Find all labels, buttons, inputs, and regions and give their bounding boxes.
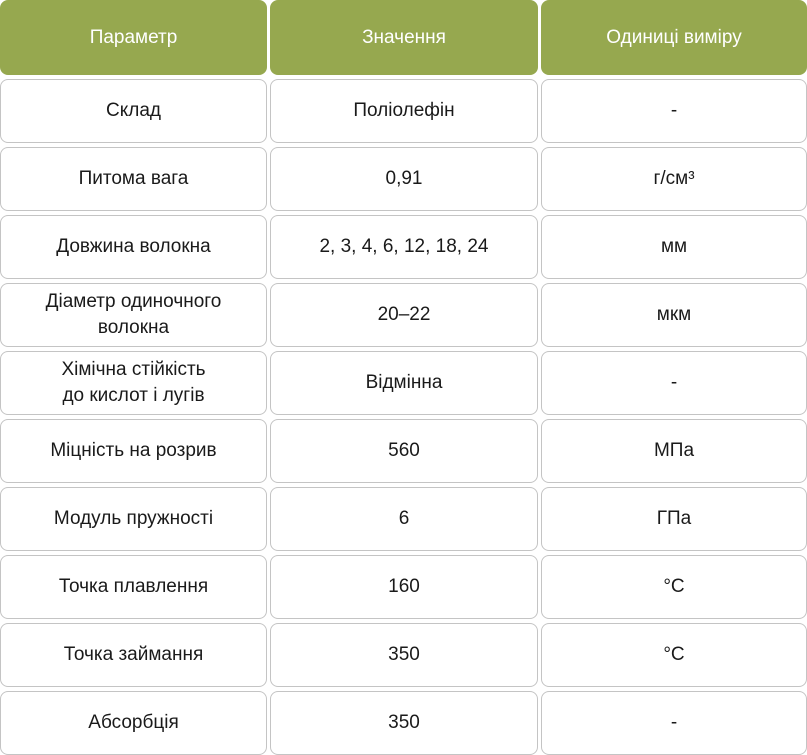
cell-value-text: 2, 3, 4, 6, 12, 18, 24 bbox=[319, 236, 489, 257]
table-row bbox=[0, 623, 807, 687]
cell-unit bbox=[541, 147, 807, 211]
cell-value bbox=[270, 351, 538, 415]
cell-parameter-text: Хімічна стійкість до кислот і лугів bbox=[61, 359, 206, 406]
cell-parameter bbox=[0, 351, 267, 415]
cell-value-text: 350 bbox=[388, 712, 420, 733]
cell-parameter-text: Питома вага bbox=[78, 168, 189, 189]
cell-value bbox=[270, 623, 538, 687]
cell-unit-text: - bbox=[670, 100, 678, 121]
table-row bbox=[0, 215, 807, 279]
cell-unit bbox=[541, 79, 807, 143]
cell-value-text: 160 bbox=[388, 576, 420, 597]
cell-unit bbox=[541, 283, 807, 347]
table-row bbox=[0, 351, 807, 415]
cell-unit-text: °C bbox=[663, 644, 685, 665]
table-row bbox=[0, 79, 807, 143]
cell-parameter bbox=[0, 147, 267, 211]
cell-unit bbox=[541, 691, 807, 755]
cell-parameter-text: Абсорбція bbox=[88, 712, 179, 733]
cell-unit-text: г/см³ bbox=[653, 168, 695, 189]
cell-unit bbox=[541, 555, 807, 619]
cell-unit-text: °C bbox=[663, 576, 685, 597]
cell-parameter bbox=[0, 691, 267, 755]
cell-parameter-text: Міцність на розрив bbox=[50, 440, 217, 461]
header-cell-parameter: Параметр bbox=[0, 0, 267, 75]
cell-unit-text: - bbox=[670, 712, 678, 733]
cell-unit bbox=[541, 215, 807, 279]
cell-unit-text: - bbox=[670, 372, 678, 393]
cell-parameter bbox=[0, 283, 267, 347]
cell-parameter-text: Точка плавлення bbox=[58, 576, 209, 597]
header-cell-unit: Одиниці виміру bbox=[541, 0, 807, 75]
cell-parameter bbox=[0, 215, 267, 279]
cell-unit-text: ГПа bbox=[656, 508, 692, 529]
table-row bbox=[0, 691, 807, 755]
cell-unit-text: МПа bbox=[653, 440, 695, 461]
cell-unit bbox=[541, 419, 807, 483]
cell-parameter-text: Модуль пружності bbox=[53, 508, 214, 529]
cell-value bbox=[270, 419, 538, 483]
cell-value bbox=[270, 79, 538, 143]
table-row bbox=[0, 147, 807, 211]
header-cell-value: Значення bbox=[270, 0, 538, 75]
cell-value-text: 0,91 bbox=[385, 168, 423, 189]
cell-unit-text: мкм bbox=[656, 304, 692, 325]
cell-value bbox=[270, 555, 538, 619]
table-row bbox=[0, 487, 807, 551]
cell-parameter bbox=[0, 555, 267, 619]
cell-value-text: 560 bbox=[388, 440, 420, 461]
cell-value bbox=[270, 691, 538, 755]
cell-unit bbox=[541, 487, 807, 551]
cell-parameter bbox=[0, 487, 267, 551]
cell-parameter bbox=[0, 623, 267, 687]
cell-value-text: Відмінна bbox=[365, 372, 443, 393]
cell-value bbox=[270, 215, 538, 279]
cell-value bbox=[270, 487, 538, 551]
cell-value-text: Поліолефін bbox=[353, 100, 455, 121]
cell-parameter-text: Склад bbox=[106, 100, 161, 121]
cell-value bbox=[270, 283, 538, 347]
cell-unit-text: мм bbox=[660, 236, 688, 257]
cell-parameter-text: Діаметр одиночного волокна bbox=[45, 291, 222, 338]
cell-parameter bbox=[0, 419, 267, 483]
cell-value-text: 20–22 bbox=[377, 304, 431, 325]
cell-unit bbox=[541, 623, 807, 687]
cell-value-text: 6 bbox=[398, 508, 410, 529]
table-header-row bbox=[0, 0, 807, 75]
table-row bbox=[0, 419, 807, 483]
cell-parameter-text: Точка займання bbox=[63, 644, 204, 665]
cell-value bbox=[270, 147, 538, 211]
table-row bbox=[0, 283, 807, 347]
cell-parameter bbox=[0, 79, 267, 143]
cell-unit bbox=[541, 351, 807, 415]
table-row bbox=[0, 555, 807, 619]
cell-parameter-text: Довжина волокна bbox=[56, 236, 211, 257]
cell-value-text: 350 bbox=[388, 644, 420, 665]
